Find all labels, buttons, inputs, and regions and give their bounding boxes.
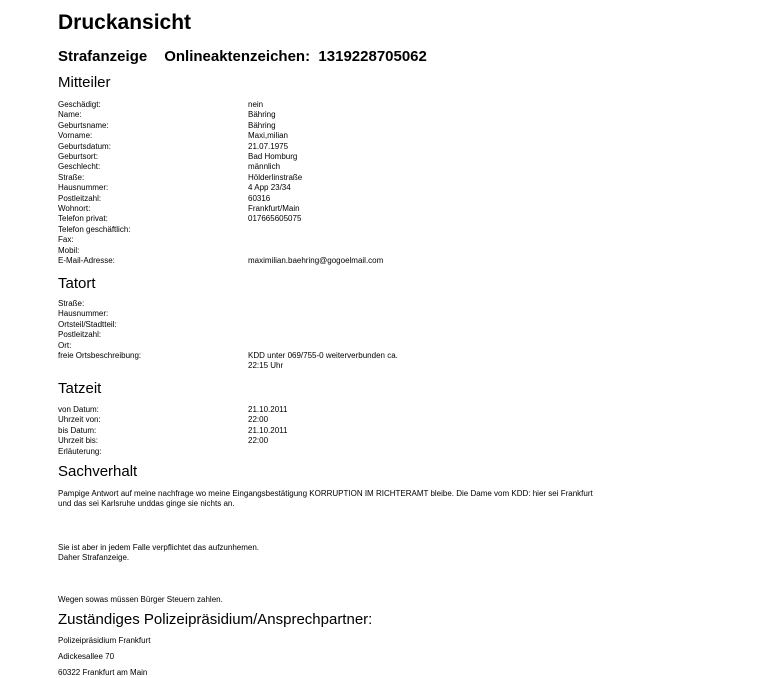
field-value (248, 320, 698, 330)
field-row (58, 110, 698, 120)
field-row (58, 341, 698, 351)
field-label: freie Ortsbeschreibung: (58, 351, 142, 361)
report-subtitle (58, 48, 427, 65)
field-label: Geschlecht: (58, 162, 101, 172)
field-value: männlich (248, 162, 281, 172)
field-value (248, 225, 698, 235)
field-value: Bähring (248, 120, 276, 130)
field-row (58, 142, 698, 152)
field-label: Postleitzahl: (58, 330, 102, 340)
field-label: Ort: (58, 340, 72, 350)
field-value: nein (248, 100, 264, 109)
field-value (248, 309, 698, 319)
field-value: 22:15 Uhr (248, 361, 284, 371)
text-line: und das sei Karlsruhe unddas ginge sie nichts an. (58, 499, 235, 509)
field-row (58, 361, 698, 371)
field-value: 017665605075 (248, 214, 302, 224)
field-label: Geburtsort: (58, 152, 99, 162)
field-value: Frankfurt/Main (248, 204, 300, 214)
field-row (58, 121, 698, 131)
field-row (58, 330, 698, 340)
field-label: Name: (58, 110, 82, 120)
field-row (58, 214, 698, 224)
sachverhalt-paragraph-3 (58, 595, 703, 605)
field-row (58, 309, 698, 319)
field-label (58, 361, 248, 371)
police-name: Polizeipräsidium Frankfurt (58, 636, 151, 645)
report-type: Strafanzeige (58, 48, 148, 65)
field-value: Bad Homburg (248, 152, 298, 162)
section-heading-sachverhalt: Sachverhalt (58, 463, 138, 480)
field-value: 21.07.1975 (248, 141, 289, 151)
field-row (58, 194, 698, 204)
field-label: Geburtsdatum: (58, 141, 111, 151)
field-label: Straße: (58, 172, 85, 182)
text-line: Pampige Antwort auf meine nachfrage wo meine Eingangsbestätigung KORRUPTION IM RICHTERAMT bleibe. Die Dame vom KDD: hier sei Frankfurt (58, 489, 593, 498)
field-value: Hölderlinstraße (248, 172, 303, 182)
field-row (58, 246, 698, 256)
field-row (58, 100, 698, 110)
field-label: von Datum: (58, 405, 99, 414)
field-row (58, 183, 698, 193)
section-heading-tatzeit: Tatzeit (58, 380, 102, 397)
field-value: Maxi,milian (248, 131, 289, 141)
field-row (58, 320, 698, 330)
field-row (58, 299, 698, 309)
section-heading-mitteiler: Mitteiler (58, 74, 111, 91)
field-label: Straße: (58, 299, 85, 308)
field-value: 21.10.2011 (248, 405, 288, 414)
sachverhalt-paragraph-2 (58, 543, 703, 564)
field-row (58, 204, 698, 214)
field-value: 21.10.2011 (248, 425, 288, 435)
field-row (58, 173, 698, 183)
field-row (58, 225, 698, 235)
field-label: Uhrzeit bis: (58, 436, 99, 446)
field-label: Wohnort: (58, 204, 91, 214)
file-number-label: Onlineaktenzeichen: (164, 48, 311, 65)
text-line: Daher Strafanzeige. (58, 553, 130, 563)
field-value: 22:00 (248, 415, 269, 425)
field-label: Telefon geschäftlich: (58, 224, 131, 234)
field-label: Erläuterung: (58, 446, 102, 456)
field-value: 60316 (248, 193, 271, 203)
field-label: Hausnummer: (58, 183, 109, 193)
page-title: Druckansicht (58, 11, 192, 34)
field-value (248, 447, 698, 457)
field-value (248, 246, 698, 256)
field-label: Geburtsname: (58, 120, 109, 130)
text-line: Wegen sowas müssen Bürger Steuern zahlen. (58, 595, 223, 604)
field-row (58, 256, 698, 266)
field-label: Telefon privat: (58, 214, 108, 224)
field-row (58, 162, 698, 172)
field-value (248, 341, 698, 351)
field-label: Hausnummer: (58, 309, 109, 319)
field-row (58, 235, 698, 245)
file-number: 1319228705062 (318, 48, 427, 65)
text-line: Sie ist aber in jedem Falle verpflichtet das aufzunhemen. (58, 543, 259, 552)
field-row (58, 447, 698, 457)
field-value (248, 330, 698, 340)
field-row (58, 415, 698, 425)
tatort-fields (58, 299, 698, 372)
field-row (58, 152, 698, 162)
field-row (58, 426, 698, 436)
field-label: Uhrzeit von: (58, 415, 101, 425)
field-value: 22:00 (248, 436, 269, 446)
field-value: KDD unter 069/755-0 weiterverbunden ca. (248, 351, 398, 361)
field-label: Mobil: (58, 245, 80, 255)
section-heading-polizei: Zuständiges Polizeipräsidium/Ansprechpartner: (58, 611, 373, 628)
field-label: E-Mail-Adresse: (58, 256, 115, 266)
police-city: 60322 Frankfurt am Main (58, 668, 148, 677)
tatzeit-fields (58, 405, 698, 457)
field-row (58, 436, 698, 446)
field-value: Bähring (248, 110, 276, 120)
police-street: Adickesallee 70 (58, 652, 115, 661)
field-value: 4 App 23/34 (248, 183, 291, 193)
field-label: Vorname: (58, 131, 93, 141)
field-value (248, 299, 698, 309)
field-label: Ortsteil/Stadtteil: (58, 319, 117, 329)
field-label: Postleitzahl: (58, 193, 102, 203)
field-row (58, 351, 698, 361)
sachverhalt-paragraph-1 (58, 489, 703, 510)
field-row (58, 131, 698, 141)
field-row (58, 405, 698, 415)
field-label: bis Datum: (58, 425, 97, 435)
field-label: Fax: (58, 235, 74, 245)
field-value (248, 235, 698, 245)
field-value: maximilian.baehring@gogoelmail.com (248, 256, 384, 266)
section-heading-tatort: Tatort (58, 275, 96, 292)
mitteiler-fields (58, 100, 698, 267)
field-label: Geschädigt: (58, 100, 101, 109)
